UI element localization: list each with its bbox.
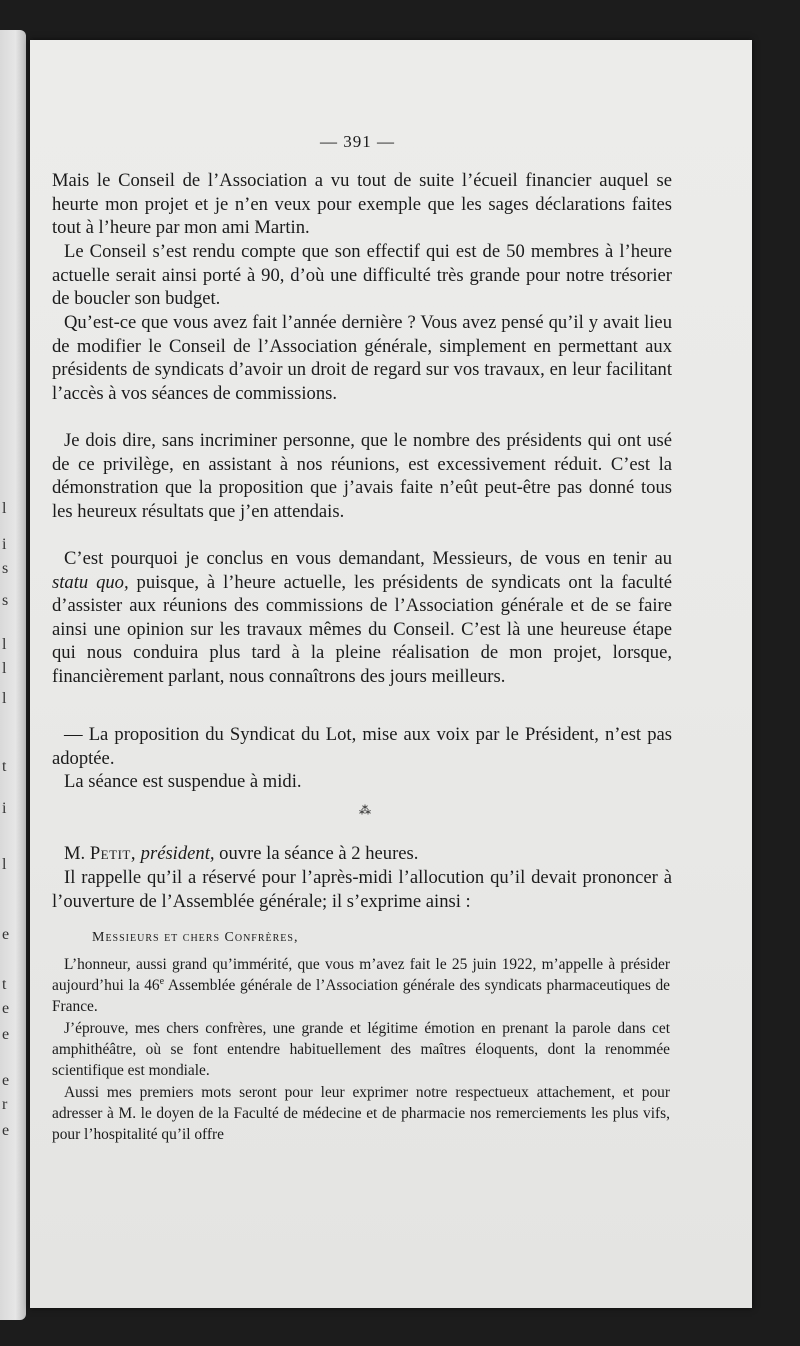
paragraph: Le Conseil s’est rendu compte que son effectif qui est de 50 membres à l’heure actuelle serait ainsi porté à 90, d’où une difficulté très grande pour notre trésorier de boucler son budget. [52, 241, 672, 310]
margin-letter: l [2, 660, 7, 677]
margin-letter: e [2, 1000, 10, 1017]
speech-salutation: Messieurs et chers Confrères, [92, 930, 299, 945]
paragraph: Je dois dire, sans incriminer personne, que le nombre des présidents qui ont usé de ce privilège, en assistant à nos réunions, est excessivement réduit. C’est la démonstration que la proposition que j’avais faite n’eût peut-être pas donné tous les heureux résultats que j’en attendais. [52, 430, 672, 522]
speech-paragraph: J’éprouve, mes chers confrères, une grande et légitime émotion en prenant la parole dans cet amphithéâtre, où se font entendre habituellement des maîtres éloquents, dont la renommée scientifique est mondiale. [52, 1020, 670, 1080]
latin-phrase: statu quo, [52, 571, 129, 593]
margin-letter: i [2, 536, 7, 553]
margin-letter: s [2, 592, 9, 609]
speech-paragraph [52, 954, 670, 1018]
page-number: — 391 — [320, 132, 395, 151]
margin-letter: l [2, 500, 7, 517]
speech-paragraph: Aussi mes premiers mots seront pour leur exprimer notre respectueux attachement, et pour adresser à M. le doyen de la Faculté de médecine et de pharmacie nos remerciements les plus vifs, pour l’hospitalité qu’il offre [52, 1084, 670, 1144]
session-prefix: M. [64, 843, 90, 864]
session-text: ouvre la séance à 2 heures. [214, 843, 419, 864]
margin-letter: e [2, 1026, 10, 1043]
paragraph: Qu’est-ce que vous avez fait l’année dernière ? Vous avez pensé qu’il y avait lieu de modifier le Conseil de l’Association générale, simplement en permettant aux présidents de syndicats d’avoir un droit de regard sur vos travaux, en leur facilitant l’accès à vos séances de commissions. [52, 312, 672, 404]
margin-letter: e [2, 926, 10, 943]
president-title: président, [140, 843, 215, 864]
speech-text: Assemblée générale de l’Association générale des syndicats pharmaceutiques de France. [52, 977, 671, 1016]
margin-letter: l [2, 690, 7, 707]
vote-result: — La proposition du Syndicat du Lot, mise aux voix par le Président, n’est pas adoptée. [52, 724, 672, 769]
paragraph-text: puisque, à l’heure actuelle, les présidents de syndicats ont la faculté d’assister aux réunions des commissions de l’Association générale et de se faire ainsi une opinion sur les travaux mêmes du Conseil. C’est là une heureuse étape qui nous conduira plus tard à la pleine réalisation de mon projet, lorsque, financièrement parlant, nous connaîtrons des jours meilleurs. [52, 571, 672, 687]
margin-letter: l [2, 636, 7, 653]
president-name: Petit, [89, 843, 136, 864]
suspension-note: La séance est suspendue à midi. [64, 771, 302, 792]
paragraph: Il rappelle qu’il a réservé pour l’après-midi l’allocution qu’il devait prononcer à l’ouverture de l’Assemblée générale; il s’exprime ainsi : [52, 867, 672, 912]
previous-page-edge [0, 30, 26, 1320]
paragraph [52, 547, 672, 689]
margin-letter: t [2, 758, 7, 775]
margin-letter: r [2, 1096, 8, 1113]
margin-letter: e [2, 1072, 10, 1089]
asterism-separator: ⁂ [359, 803, 371, 817]
margin-letter: t [2, 976, 7, 993]
session-opening [52, 842, 672, 866]
ordinal-suffix: e [159, 976, 165, 988]
book-page [30, 40, 752, 1308]
paragraph-text: C’est pourquoi je conclus en vous demandant, Messieurs, de vous en tenir au [64, 548, 672, 569]
margin-letter: l [2, 856, 7, 873]
margin-letter: s [2, 560, 9, 577]
paragraph: Mais le Conseil de l’Association a vu tout de suite l’écueil financier auquel se heurte mon projet et je n’en veux pour exemple que les sages déclarations faites tout à l’heure par mon ami Martin. [52, 170, 672, 239]
margin-letter: e [2, 1122, 10, 1139]
speech-text: L’honneur, aussi grand qu’immérité, que vous m’avez fait le 25 juin 1922, m’appelle à présider aujourd’hui la 46 [52, 956, 670, 995]
margin-letter: i [2, 800, 7, 817]
